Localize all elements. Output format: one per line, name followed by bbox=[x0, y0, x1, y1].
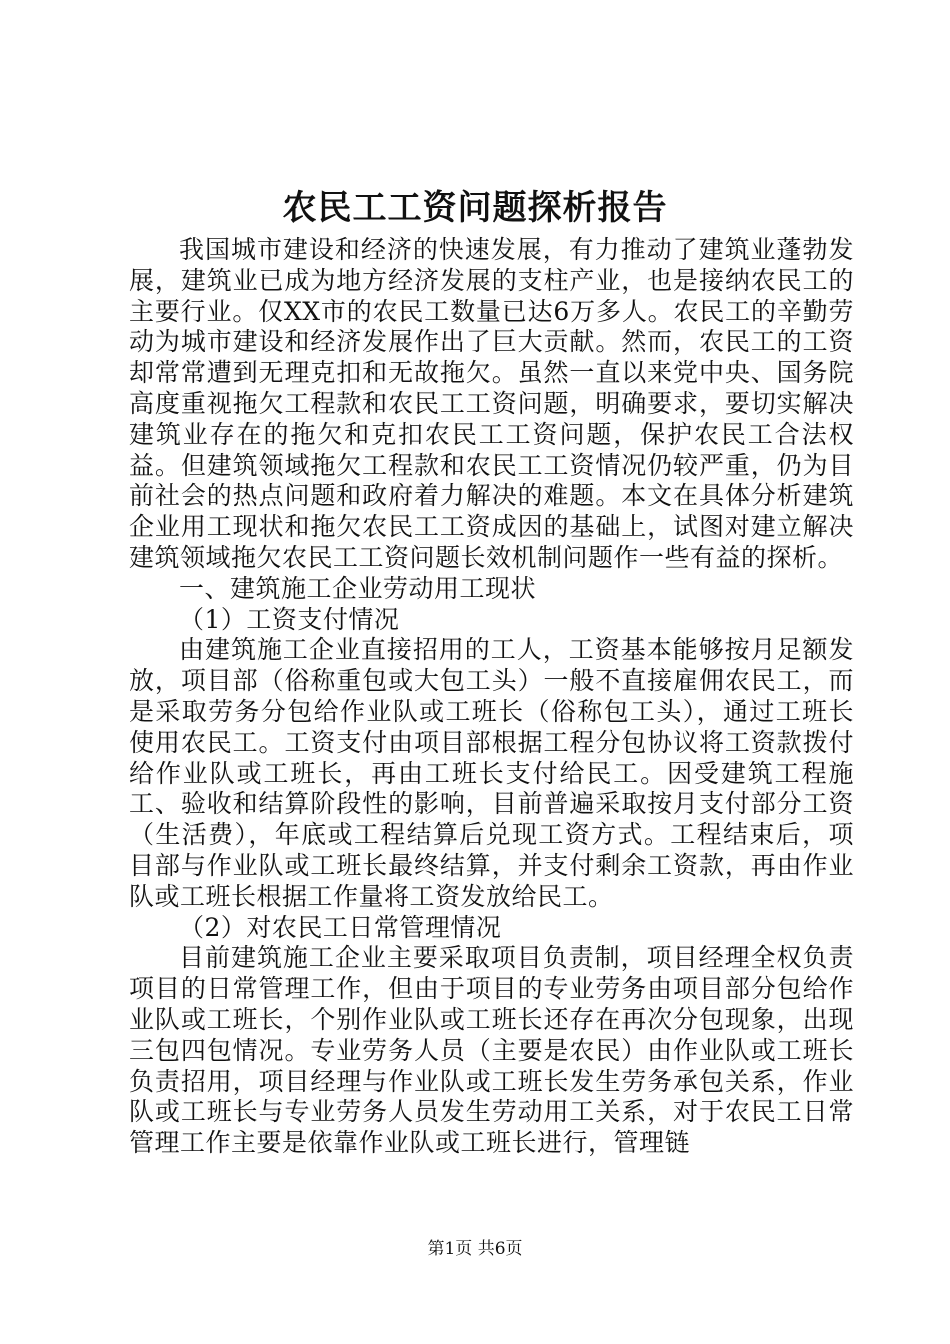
wage-payment-paragraph: 由建筑施工企业直接招用的工人，工资基本能够按月足额发放，项目部（俗称重包或大包工头）一般不直接雇佣农民工，而是采取劳务分包给作业队或工班长（俗称包工头），通过工班长使用农民工。工资支付由项目部根据工程分包协议将工资款拨付给作业队或工班长，再由工班长支付给民工。因受建筑工程施工、验收和结算阶段性的影响，目前普遍采取按月支付部分工资（生活费），年底或工程结算后兑现工资方式。工程结束后，项目部与作业队或工班长最终结算，并支付剩余工资款，再由作业队或工班长根据工作量将工资发放给民工。 bbox=[129, 635, 854, 911]
page-footer: 第1页 共6页 bbox=[427, 1239, 523, 1259]
subsection-heading-1: （1）工资支付情况 bbox=[179, 604, 400, 634]
subsection-heading-2: （2）对农民工日常管理情况 bbox=[179, 912, 502, 942]
intro-paragraph: 我国城市建设和经济的快速发展，有力推动了建筑业蓬勃发展，建筑业已成为地方经济发展的支柱产业，也是接纳农民工的主要行业。仅XX市的农民工数量已达6万多人。农民工的辛勤劳动为城市建设和经济发展作出了巨大贡献。然而，农民工的工资却常常遭到无理克扣和无故拖欠。虽然一直以来党中央、国务院高度重视拖欠工程款和农民工工资问题，明确要求，要切实解决建筑业存在的拖欠和克扣农民工工资问题，保护农民工合法权益。但建筑领域拖欠工程款和农民工工资情况仍较严重，仍为目前社会的热点问题和政府着力解决的难题。本文在具体分析建筑企业用工现状和拖欠农民工工资成因的基础上，试图对建立解决建筑领域拖欠农民工工资问题长效机制问题作一些有益的探析。 bbox=[129, 235, 854, 572]
section-heading-1: 一、建筑施工企业劳动用工现状 bbox=[179, 573, 537, 603]
management-paragraph: 目前建筑施工企业主要采取项目负责制，项目经理全权负责项目的日常管理工作，但由于项目的专业劳务由项目部分包给作业队或工班长，个别作业队或工班长还存在再次分包现象，出现三包四包情况。专业劳务人员（主要是农民）由作业队或工班长负责招用，项目经理与作业队或工班长发生劳务承包关系，作业队或工班长与专业劳务人员发生劳动用工关系，对于农民工日常管理工作主要是依靠作业队或工班长进行，管理链 bbox=[129, 943, 854, 1158]
document-body bbox=[129, 235, 854, 1159]
document-title: 农民工工资问题探析报告 bbox=[282, 188, 668, 228]
